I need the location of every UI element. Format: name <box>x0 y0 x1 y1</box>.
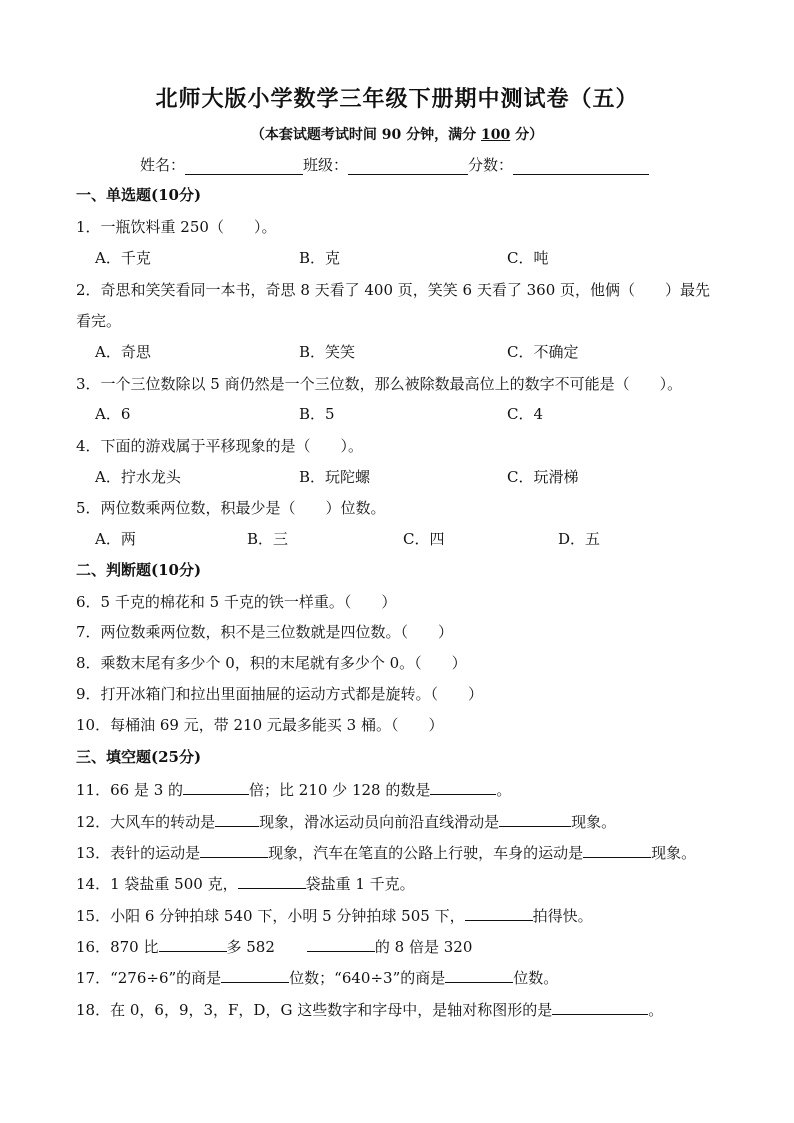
question-10: 10．每桶油 69 元，带 210 元最多能买 3 桶。（ ） <box>76 716 444 734</box>
subtitle-text-post: 分） <box>510 127 544 143</box>
q16-blank-1[interactable] <box>159 935 227 952</box>
q4-option-c[interactable]: C．玩滑梯 <box>507 468 579 486</box>
q11-blank-2[interactable] <box>430 778 496 795</box>
question-6: 6．5 千克的棉花和 5 千克的铁一样重。（ ） <box>76 593 397 611</box>
q11-part-1: 11．66 是 3 的 <box>76 781 184 799</box>
question-4: 4．下面的游戏属于平移现象的是（ ）。 <box>76 437 364 455</box>
q5-option-d[interactable]: D．五 <box>558 530 601 548</box>
exam-subtitle <box>0 124 794 144</box>
question-16 <box>76 935 472 957</box>
section-single-choice: 一、单选题(10分) <box>76 186 202 204</box>
question-9: 9．打开冰箱门和拉出里面抽屉的运动方式都是旋转。（ ） <box>76 685 484 703</box>
q14-part-2: 袋盐重 1 千克。 <box>305 875 415 893</box>
q5-option-a[interactable]: A．两 <box>95 530 136 548</box>
q3-option-a[interactable]: A．6 <box>95 405 131 423</box>
q17-blank-1[interactable] <box>221 966 289 983</box>
q2-option-c[interactable]: C．不确定 <box>507 343 579 361</box>
q5-option-c[interactable]: C．四 <box>403 530 445 548</box>
class-field[interactable] <box>348 157 468 175</box>
question-15 <box>76 904 593 926</box>
q15-part-1: 15．小阳 6 分钟拍球 540 下，小明 5 分钟拍球 505 下， <box>76 907 465 925</box>
q3-option-c[interactable]: C．4 <box>507 405 544 423</box>
q12-blank-2[interactable] <box>499 810 571 827</box>
q11-part-2: 倍；比 210 少 128 的数是 <box>249 781 431 799</box>
question-3: 3．一个三位数除以 5 商仍然是一个三位数，那么被除数最高位上的数字不可能是（ ）。 <box>76 375 683 393</box>
section-true-false: 二、判断题(10分) <box>76 561 202 579</box>
q1-option-a[interactable]: A．千克 <box>95 249 151 267</box>
full-score: 100 <box>481 127 511 143</box>
q12-part-2: 现象，滑冰运动员向前沿直线滑动是 <box>259 813 500 831</box>
q17-blank-2[interactable] <box>445 966 513 983</box>
q4-option-a[interactable]: A．拧水龙头 <box>95 468 181 486</box>
question-8: 8．乘数末尾有多少个 0，积的末尾就有多少个 0。（ ） <box>76 654 467 672</box>
q1-option-b[interactable]: B．克 <box>299 249 341 267</box>
q4-option-b[interactable]: B．玩陀螺 <box>299 468 371 486</box>
q13-part-3: 现象。 <box>651 844 697 862</box>
q14-blank-1[interactable] <box>238 872 306 889</box>
score-field[interactable] <box>513 157 649 175</box>
name-label: 姓名： <box>140 156 186 174</box>
q13-blank-1[interactable] <box>200 841 268 858</box>
page-title: 北师大版小学数学三年级下册期中测试卷（五） <box>155 86 639 112</box>
q2-option-a[interactable]: A．奇思 <box>95 343 151 361</box>
question-13 <box>76 841 696 863</box>
q16-part-1: 16．870 比 <box>76 938 159 956</box>
question-11 <box>76 778 511 800</box>
q18-part-2: 。 <box>648 1001 664 1019</box>
q15-part-2: 拍得快。 <box>532 907 593 925</box>
question-2-cont: 看完。 <box>76 312 122 330</box>
question-17 <box>76 966 558 988</box>
q12-blank-1[interactable] <box>215 810 259 827</box>
q16-part-2: 多 582 <box>226 938 275 956</box>
question-5: 5．两位数乘两位数，积最少是（ ）位数。 <box>76 499 386 517</box>
q14-part-1: 14．1 袋盐重 500 克， <box>76 875 238 893</box>
score-label: 分数： <box>468 156 514 174</box>
q17-part-1: 17．“276÷6”的商是 <box>76 969 222 987</box>
q15-blank-1[interactable] <box>465 904 533 921</box>
q13-blank-2[interactable] <box>583 841 651 858</box>
class-label: 班级： <box>303 156 349 174</box>
name-field[interactable] <box>185 157 303 175</box>
question-14 <box>76 872 415 894</box>
question-12 <box>76 810 616 832</box>
student-info <box>140 154 649 175</box>
q13-part-2: 现象，汽车在笔直的公路上行驶，车身的运动是 <box>268 844 584 862</box>
q16-blank-2[interactable] <box>307 935 375 952</box>
q18-blank-1[interactable] <box>552 998 648 1015</box>
q13-part-1: 13．表针的运动是 <box>76 844 201 862</box>
question-7: 7．两位数乘两位数，积不是三位数就是四位数。（ ） <box>76 623 454 641</box>
q17-part-2: 位数；“640÷3”的商是 <box>289 969 446 987</box>
section-fill-blank: 三、填空题(25分) <box>76 748 202 766</box>
q1-option-c[interactable]: C．吨 <box>507 249 549 267</box>
q5-option-b[interactable]: B．三 <box>247 530 289 548</box>
q11-part-3: 。 <box>496 781 512 799</box>
q11-blank-1[interactable] <box>183 778 249 795</box>
q12-part-1: 12．大风车的转动是 <box>76 813 216 831</box>
subtitle-text-pre: （本套试题考试时间 90 分钟，满分 <box>250 127 481 143</box>
q16-part-3: 的 8 倍是 320 <box>374 938 473 956</box>
question-2: 2．奇思和笑笑看同一本书，奇思 8 天看了 400 页，笑笑 6 天看了 360 页，他俩（ ）最先 <box>76 281 711 299</box>
q18-part-1: 18．在 0，6，9，3，F，D，G 这些数字和字母中，是轴对称图形的是 <box>76 1001 553 1019</box>
question-1: 1．一瓶饮料重 250（ ）。 <box>76 218 277 236</box>
q2-option-b[interactable]: B．笑笑 <box>299 343 356 361</box>
q3-option-b[interactable]: B．5 <box>299 405 335 423</box>
question-18 <box>76 998 663 1020</box>
q12-part-3: 现象。 <box>571 813 617 831</box>
q17-part-3: 位数。 <box>513 969 559 987</box>
